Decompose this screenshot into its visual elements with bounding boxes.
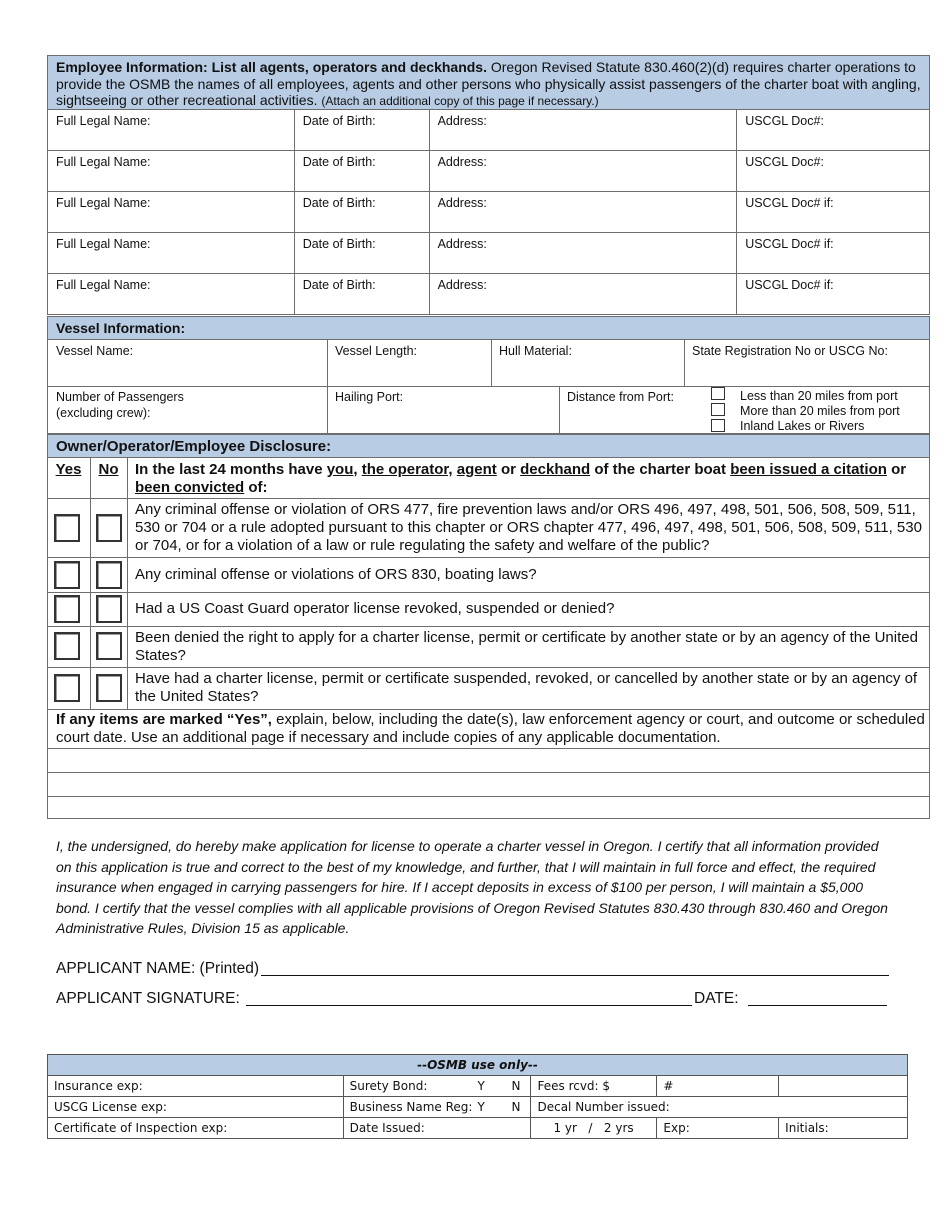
address-field[interactable]: Address: (429, 233, 737, 274)
initials-field[interactable]: Initials: (779, 1118, 908, 1139)
applicant-name-field[interactable] (261, 975, 889, 976)
certificate-inspection-exp-field[interactable]: Certificate of Inspection exp: (48, 1118, 344, 1139)
address-field[interactable]: Address: (429, 274, 737, 315)
intro-text: of: (244, 479, 268, 496)
distance-less-20-label: Less than 20 miles from port (740, 389, 898, 403)
question-4-yes-checkbox[interactable] (54, 632, 80, 660)
employee-header-note: (Attach an additional copy of this page if necessary.) (321, 94, 599, 108)
business-name-no[interactable]: N (511, 1100, 521, 1114)
distance-more-20-label: More than 20 miles from port (740, 404, 900, 418)
business-name-reg-field[interactable] (343, 1097, 531, 1118)
intro-convicted: been convicted (135, 479, 245, 496)
distance-more-20-checkbox[interactable] (711, 403, 725, 416)
intro-text: In the last 24 months have (135, 461, 327, 478)
applicant-signature-label: APPLICANT SIGNATURE: (56, 990, 240, 1007)
question-3-no-checkbox[interactable] (96, 595, 122, 623)
intro-agent: agent (456, 461, 497, 478)
disclosure-intro (135, 461, 925, 497)
fees-number-field[interactable] (657, 1076, 779, 1097)
distance-less-20-checkbox[interactable] (711, 387, 725, 400)
employee-header (47, 55, 930, 110)
question-4-no-checkbox[interactable] (96, 632, 122, 660)
date-of-birth-field[interactable]: Date of Birth: (294, 192, 429, 233)
yes-label: Yes (55, 461, 82, 478)
intro-issued-citation: been issued a citation (730, 461, 887, 478)
explanation-line[interactable] (48, 749, 929, 772)
intro-text: of the charter boat (590, 461, 731, 478)
explanation-line[interactable] (48, 773, 929, 796)
business-name-yes[interactable]: Y (477, 1100, 485, 1114)
intro-text: , (353, 461, 362, 478)
fees-number-label: # (663, 1079, 674, 1093)
distance-inland-checkbox[interactable] (711, 419, 725, 432)
question-5-yes-checkbox[interactable] (54, 674, 80, 702)
no-column-header (90, 461, 127, 478)
surety-bond-yes[interactable]: Y (477, 1079, 485, 1093)
distance-options (740, 389, 900, 434)
osmb-row (48, 1118, 908, 1139)
explanation-line[interactable] (48, 797, 929, 818)
date-label: DATE: (694, 990, 739, 1007)
uscgl-doc-field[interactable]: USCGL Doc# if: (737, 192, 930, 233)
full-legal-name-field[interactable]: Full Legal Name: (48, 192, 295, 233)
term-2yrs-option[interactable]: 2 yrs (603, 1121, 634, 1135)
question-1-no-checkbox[interactable] (96, 514, 122, 542)
address-field[interactable]: Address: (429, 110, 737, 151)
question-2-yes-checkbox[interactable] (54, 561, 80, 589)
uscgl-doc-field[interactable]: USCGL Doc# if: (737, 274, 930, 315)
term-separator: / (588, 1121, 593, 1135)
date-of-birth-field[interactable]: Date of Birth: (294, 151, 429, 192)
vessel-header-label: Vessel Information: (56, 320, 186, 336)
excluding-crew-label: (excluding crew): (56, 406, 151, 420)
osmb-title-label: --OSMB use only-- (417, 1058, 538, 1072)
osmb-title (48, 1055, 908, 1076)
vessel-length-field[interactable]: Vessel Length: (335, 344, 418, 358)
question-1-text: Any criminal offense or violation of ORS 477, fire prevention laws and/or ORS 496, 497, 498, 501, 506, 508, 509, 511, 530 or 704 or a rule adopted pursuant to this chapter or ORS chapter 477, 496, 497, 498, 501, 506, 508, 509, 511, 530 or 704, or for a violation of a law or rule regulating the safety and welfare of the public? (135, 501, 922, 554)
full-legal-name-field[interactable]: Full Legal Name: (48, 151, 295, 192)
surety-bond-field[interactable] (343, 1076, 531, 1097)
state-registration-field[interactable]: State Registration No or USCG No: (692, 344, 888, 358)
uscgl-doc-field[interactable]: USCGL Doc#: (737, 151, 930, 192)
full-legal-name-field[interactable]: Full Legal Name: (48, 110, 295, 151)
yes-column-header (47, 461, 90, 478)
full-legal-name-field[interactable]: Full Legal Name: (48, 274, 295, 315)
hull-material-field[interactable]: Hull Material: (499, 344, 572, 358)
question-4-text: Been denied the right to apply for a charter license, permit or certificate by another state or by an agency of the United States? (135, 629, 918, 664)
intro-text: or (496, 461, 521, 478)
osmb-use-only-table (47, 1054, 908, 1139)
question-2-no-checkbox[interactable] (96, 561, 122, 589)
date-issued-field[interactable]: Date Issued: (343, 1118, 531, 1139)
date-of-birth-field[interactable]: Date of Birth: (294, 233, 429, 274)
address-field[interactable]: Address: (429, 151, 737, 192)
uscg-license-exp-field[interactable]: USCG License exp: (48, 1097, 344, 1118)
intro-operator: the operator, (361, 461, 453, 478)
employee-header-bold: Employee Information: List all agents, operators and deckhands. (56, 59, 487, 75)
hailing-port-field[interactable]: Hailing Port: (335, 390, 404, 404)
osmb-row (48, 1076, 908, 1097)
question-1-yes-checkbox[interactable] (54, 514, 80, 542)
employee-row (48, 151, 930, 192)
address-field[interactable]: Address: (429, 192, 737, 233)
uscgl-doc-field[interactable]: USCGL Doc#: (737, 110, 930, 151)
applicant-name-label: APPLICANT NAME: (Printed) (56, 960, 259, 977)
question-3-text: Had a US Coast Guard operator license revoked, suspended or denied? (135, 600, 615, 617)
intro-deckhand: deckhand (520, 461, 591, 478)
number-of-passengers-field[interactable] (56, 389, 184, 421)
intro-you: you (326, 461, 354, 478)
explain-bold: If any items are marked “Yes”, (56, 711, 272, 728)
question-2-text: Any criminal offense or violations of ORS 830, boating laws? (135, 566, 537, 583)
certification-statement: I, the undersigned, do hereby make application for license to operate a charter vessel in Oregon. I certify that all information provided on this application is true and correct to the best of my knowledge, and further, that I will maintain in full force and effect, the required insurance when engaged in carrying passengers for hire. If I accept deposits in excess of $100 per person, I will maintain a $5,000 bond. I certify that the vessel complies with all applicable provisions of Oregon Revised Statutes 830.430 through 830.460 and Oregon Administrative Rules, Division 15 as applicable. (56, 838, 888, 936)
employee-row (48, 274, 930, 315)
question-5-text: Have had a charter license, permit or certificate suspended, revoked, or cancelled by another state or by an agency of the United States? (135, 670, 918, 705)
date-field[interactable] (748, 1005, 887, 1006)
full-legal-name-field[interactable]: Full Legal Name: (48, 233, 295, 274)
term-field[interactable] (531, 1118, 657, 1139)
employee-row (48, 192, 930, 233)
osmb-row (48, 1097, 908, 1118)
insurance-exp-field[interactable]: Insurance exp: (48, 1076, 344, 1097)
term-1yr-option[interactable]: 1 yr (553, 1121, 577, 1135)
employee-table (47, 109, 930, 315)
decal-number-field[interactable]: Decal Number issued: (531, 1097, 908, 1118)
intro-text: or (886, 461, 907, 478)
explain-instructions (56, 711, 926, 747)
employee-row (48, 110, 930, 151)
disclosure-header-label: Owner/Operator/Employee Disclosure: (56, 438, 332, 455)
vessel-name-field[interactable]: Vessel Name: (56, 344, 134, 358)
surety-bond-no[interactable]: N (511, 1079, 521, 1093)
business-name-reg-label: Business Name Reg: (349, 1100, 473, 1114)
date-of-birth-field[interactable]: Date of Birth: (294, 110, 429, 151)
number-of-passengers-label: Number of Passengers (56, 390, 184, 404)
applicant-signature-field[interactable] (246, 1005, 692, 1006)
distance-inland-label: Inland Lakes or Rivers (740, 419, 865, 433)
exp-field[interactable]: Exp: (657, 1118, 779, 1139)
date-of-birth-field[interactable]: Date of Birth: (294, 274, 429, 315)
no-label: No (98, 461, 119, 478)
explain-text: explain, below, including the date(s), law enforcement agency or court, and outcome or scheduled court date. Use an additional page if necessary and include copies of any applicable documentation. (56, 711, 925, 746)
question-5-no-checkbox[interactable] (96, 674, 122, 702)
vessel-header (47, 316, 930, 340)
surety-bond-label: Surety Bond: (349, 1079, 428, 1093)
distance-from-port-label: Distance from Port: (567, 390, 674, 404)
fees-received-field[interactable]: Fees rcvd: $ (531, 1076, 657, 1097)
question-3-yes-checkbox[interactable] (54, 595, 80, 623)
disclosure-header (47, 434, 930, 458)
employee-row (48, 233, 930, 274)
employee-header-text: Oregon Revised Statute 830.460(2)(d) requires charter operations to provide the OSMB the names of all employees, agents and other persons who physically assist passengers of the charter boat with angling, sightseeing or other recreational activities. (56, 59, 921, 108)
fees-extra-field[interactable] (779, 1076, 908, 1097)
uscgl-doc-field[interactable]: USCGL Doc# if: (737, 233, 930, 274)
